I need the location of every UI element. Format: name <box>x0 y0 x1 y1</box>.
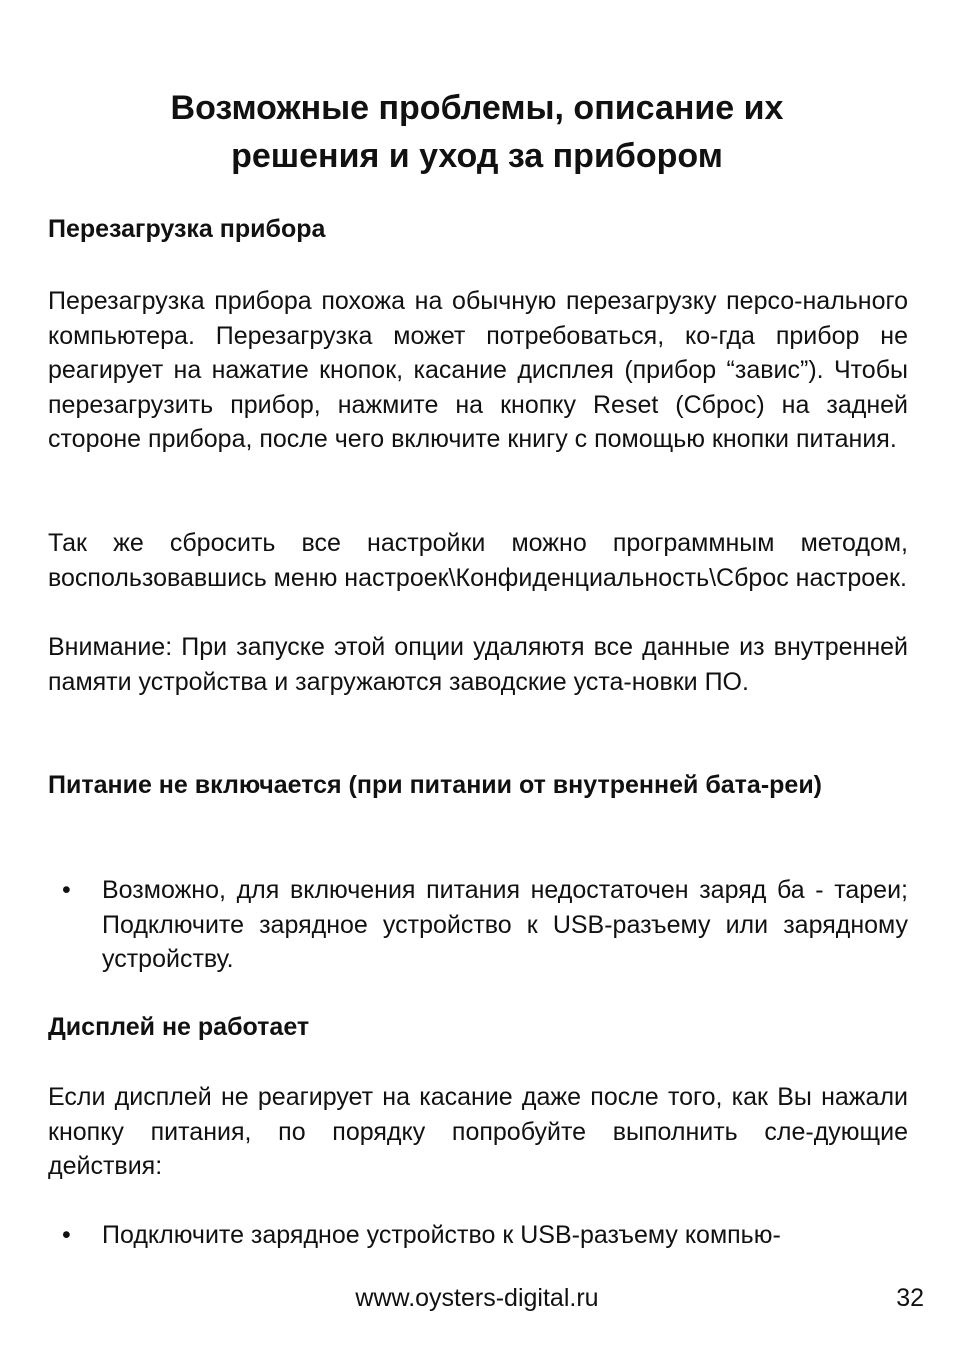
section-heading-power: Питание не включается (при питании от внутренней бата-реи) <box>48 771 823 799</box>
reset-settings-paragraph: Так же сбросить все настройки можно программным методом, воспользовавшись меню настроек\Конфиденциальность\Сброс настроек. <box>48 529 908 592</box>
display-bullet-item <box>48 1218 908 1253</box>
power-bullet-item <box>48 873 908 977</box>
display-paragraph: Если дисплей не реагирует на касание даже после того, как Вы нажали кнопку питания, по порядку попробуйте выполнить сле-дующие действия: <box>48 1083 908 1180</box>
page-title <box>60 84 894 180</box>
page-title-line-1: Возможные проблемы, описание их <box>170 89 784 127</box>
page-title-line-2: решения и уход за прибором <box>231 137 723 175</box>
power-bullet-text: Возможно, для включения питания недостаточен заряд ба - тареи; Подключите зарядное устройство к USB-разъему или зарядному устройству. <box>102 876 908 973</box>
section-heading-reboot: Перезагрузка прибора <box>48 215 326 243</box>
bullet-icon: • <box>62 1221 71 1249</box>
warning-paragraph: Внимание: При запуске этой опции удаляютя все данные из внутренней памяти устройства и загружаются заводские уста-новки ПО. <box>48 633 908 696</box>
footer-url: www.oysters-digital.ru <box>355 1284 599 1312</box>
bullet-icon: • <box>62 876 71 904</box>
reboot-paragraph: Перезагрузка прибора похожа на обычную перезагрузку персо-нального компьютера. Перезагрузка может потребоваться, ко-гда прибор не реагирует на нажатие кнопок, касание дисплея (прибор “завис”). Чтобы перезагрузить прибор, нажмите на кнопку Reset (Сброс) на задней стороне прибора, после чего включите книгу с помощью кнопки питания. <box>48 287 908 453</box>
display-bullet-text: Подключите зарядное устройство к USB-разъему компью- <box>102 1221 781 1249</box>
section-heading-display: Дисплей не работает <box>48 1013 310 1041</box>
page-number: 32 <box>896 1284 924 1312</box>
